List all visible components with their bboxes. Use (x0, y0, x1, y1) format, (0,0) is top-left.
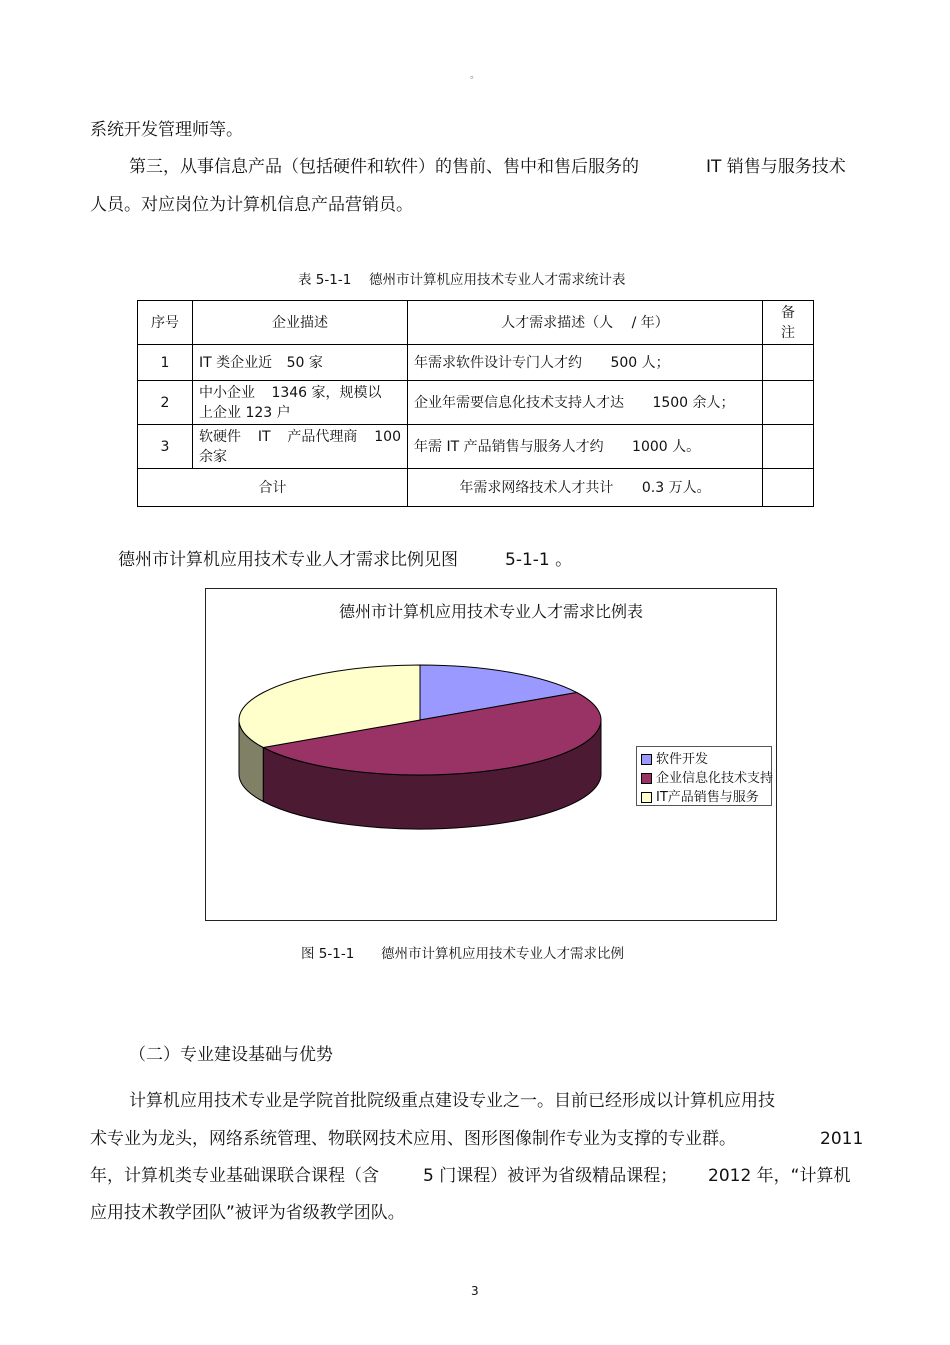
cell-demand-part: 企业年需要信息化技术支持人才达 (414, 394, 624, 411)
paragraph-line: 术专业为龙头，网络系统管理、物联网技术应用、图形图像制作专业为支撑的专业群。 (90, 1129, 736, 1149)
header-no: 序号 (138, 301, 193, 345)
legend-label: IT产品销售与服务 (656, 790, 759, 805)
legend-swatch (641, 754, 652, 765)
paragraph-line: 计算机应用技术专业是学院首批院级重点建设专业之一。目前已经形成以计算机应用技 (129, 1091, 775, 1111)
figure-caption-number: 图 5-1-1 (301, 946, 355, 962)
paragraph-line: 5 门课程）被评为省级精品课程； (423, 1166, 678, 1186)
cell-company (193, 425, 408, 469)
cell-company-part: 100 (374, 428, 401, 445)
cell-note (763, 469, 814, 507)
header-demand-a: 人才需求描述（人 (501, 314, 614, 331)
cell-demand-part: 0.3 万人。 (641, 479, 711, 496)
paragraph-line: 应用技术教学团队”被评为省级教学团队。 (90, 1203, 405, 1223)
pie-chart-area (205, 588, 777, 921)
cell-demand-part: 500 人； (610, 354, 670, 371)
header-note-b: 注 (781, 324, 795, 341)
chart-legend (636, 746, 772, 806)
header-note (763, 301, 814, 345)
cell-company (193, 381, 408, 425)
table-row (138, 425, 814, 469)
cell-note (763, 425, 814, 469)
cell-company-part: 50 家 (286, 354, 323, 371)
header-demand-b: / 年） (631, 314, 669, 331)
cell-company-part: 产品代理商 (287, 428, 358, 445)
table-caption-number: 表 5-1-1 (298, 272, 352, 288)
paragraph-line: IT 销售与服务技术 (706, 157, 846, 177)
cell-demand (408, 381, 763, 425)
cell-demand (408, 425, 763, 469)
cell-company-part: 软硬件 (199, 428, 241, 445)
page-number: 3 (471, 1284, 479, 1298)
demand-table (137, 300, 814, 507)
cell-demand-part: 年需 IT 产品销售与服务人才约 (414, 438, 604, 455)
paragraph-line: 年，计算机类专业基础课联合课程（含 (90, 1166, 379, 1186)
figure-caption-title: 德州市计算机应用技术专业人才需求比例 (381, 946, 624, 962)
cell-company-part: 上企业 123 户 (199, 404, 291, 421)
cell-total-demand (408, 469, 763, 507)
cell-company-part: 中小企业 (199, 384, 255, 401)
legend-item (641, 769, 774, 788)
paragraph-line: 2011 (820, 1129, 864, 1149)
cell-no: 3 (138, 425, 193, 469)
table-row (138, 381, 814, 425)
paragraph-line: 第三，从事信息产品（包括硬件和软件）的售前、售中和售后服务的 (129, 157, 639, 177)
paragraph-line: 系统开发管理师等。 (90, 120, 243, 140)
paragraph-line: 人员。对应岗位为计算机信息产品营销员。 (90, 195, 413, 215)
table-header-row (138, 301, 814, 345)
cell-company-part: IT 类企业近 (199, 354, 273, 371)
cell-company (193, 345, 408, 381)
section-heading: （二）专业建设基础与优势 (129, 1045, 333, 1065)
table-row (138, 345, 814, 381)
cell-company-part: 余家 (199, 448, 227, 465)
cell-demand-part: 年需求软件设计专门人才约 (414, 354, 582, 371)
cell-company-part: IT (257, 428, 271, 445)
cell-total-label: 合计 (138, 469, 408, 507)
header-mark: 。 (470, 70, 480, 81)
legend-label: 企业信息化技术支持 (656, 771, 774, 786)
header-company: 企业描述 (193, 301, 408, 345)
chart-title: 德州市计算机应用技术专业人才需求比例表 (338, 602, 643, 621)
cell-demand-part: 年需求网络技术人才共计 (459, 479, 614, 496)
cell-note (763, 381, 814, 425)
paragraph-line: 2012 年，“计算机 (708, 1166, 851, 1186)
cell-demand-part: 1000 人。 (632, 438, 701, 455)
cell-demand (408, 345, 763, 381)
figure-reference: 德州市计算机应用技术专业人才需求比例见图 (118, 550, 458, 570)
legend-item (641, 750, 771, 769)
cell-no: 1 (138, 345, 193, 381)
table-caption-title: 德州市计算机应用技术专业人才需求统计表 (369, 272, 626, 288)
header-demand (408, 301, 763, 345)
legend-item (641, 788, 771, 807)
cell-no: 2 (138, 381, 193, 425)
figure-reference-number: 5-1-1 。 (505, 550, 573, 570)
cell-company-part: 1346 家，规模以 (271, 384, 382, 401)
legend-label: 软件开发 (656, 752, 709, 767)
legend-swatch (641, 792, 652, 803)
cell-note (763, 345, 814, 381)
table-total-row (138, 469, 814, 507)
cell-demand-part: 1500 余人； (652, 394, 735, 411)
header-note-a: 备 (781, 304, 795, 321)
legend-swatch (641, 773, 652, 784)
